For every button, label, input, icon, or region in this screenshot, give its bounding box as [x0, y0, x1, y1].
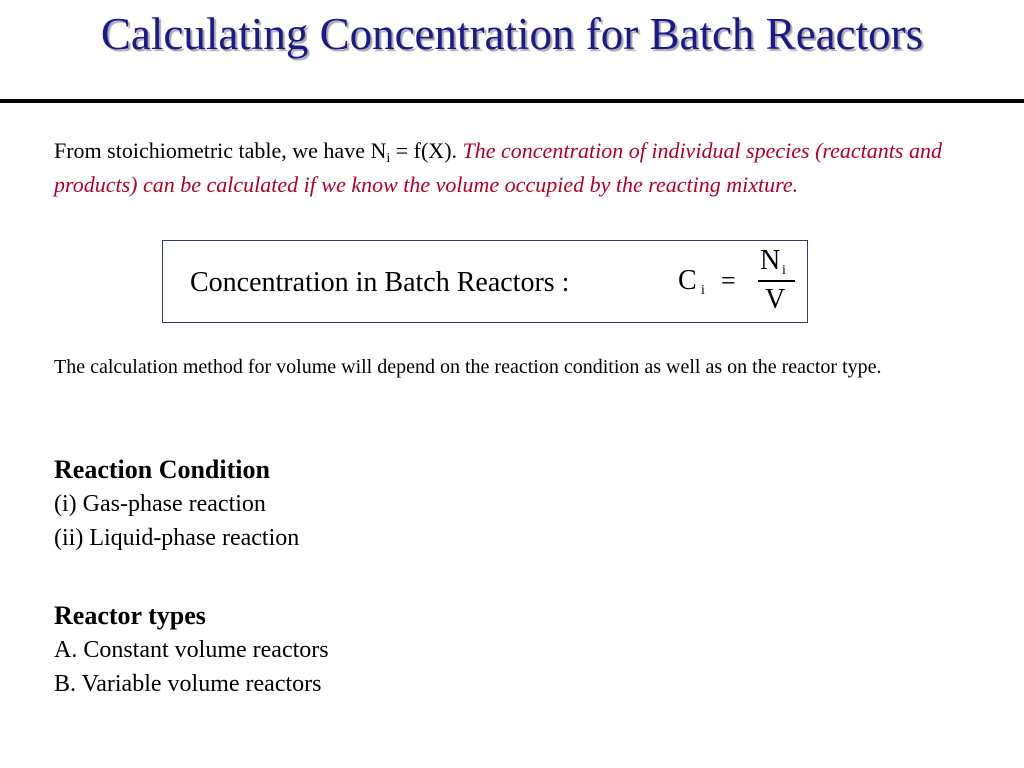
list-item: B. Variable volume reactors	[54, 671, 322, 697]
formula-lhs: C	[678, 265, 697, 296]
slide-title: Calculating Concentration for Batch Reactors	[100, 9, 924, 59]
formula-numerator-subscript: i	[782, 263, 786, 278]
formula-box	[162, 240, 808, 323]
list-item: (ii) Liquid-phase reaction	[54, 525, 300, 551]
intro-text-after: = f(X).	[390, 138, 463, 163]
formula-equals: =	[721, 266, 736, 295]
list-item: A. Constant volume reactors	[54, 637, 329, 663]
formula-lhs-subscript: i	[701, 283, 705, 298]
fraction-bar	[758, 280, 795, 282]
intro-paragraph	[54, 134, 954, 202]
formula-denominator: V	[765, 284, 786, 315]
list-item: (i) Gas-phase reaction	[54, 491, 266, 517]
intro-subscript: i	[386, 151, 391, 166]
title-divider	[0, 99, 1024, 103]
concentration-formula	[678, 241, 808, 321]
reaction-condition-section	[54, 453, 299, 555]
intro-emphasis: The concentration of individual species (reactants and products) can be calculated if we know the volume occupied by the reacting mixture.	[54, 138, 942, 197]
formula-label: Concentration in Batch Reactors :	[190, 267, 570, 298]
formula-numerator: N	[760, 245, 781, 276]
intro-text-before: From stoichiometric table, we have N	[54, 138, 387, 163]
reactor-types-heading: Reactor types	[54, 601, 206, 630]
volume-method-paragraph: The calculation method for volume will depend on the reaction condition as well as on the reactor type.	[54, 356, 882, 378]
reaction-condition-heading: Reaction Condition	[54, 455, 270, 484]
reactor-types-section	[54, 599, 329, 701]
